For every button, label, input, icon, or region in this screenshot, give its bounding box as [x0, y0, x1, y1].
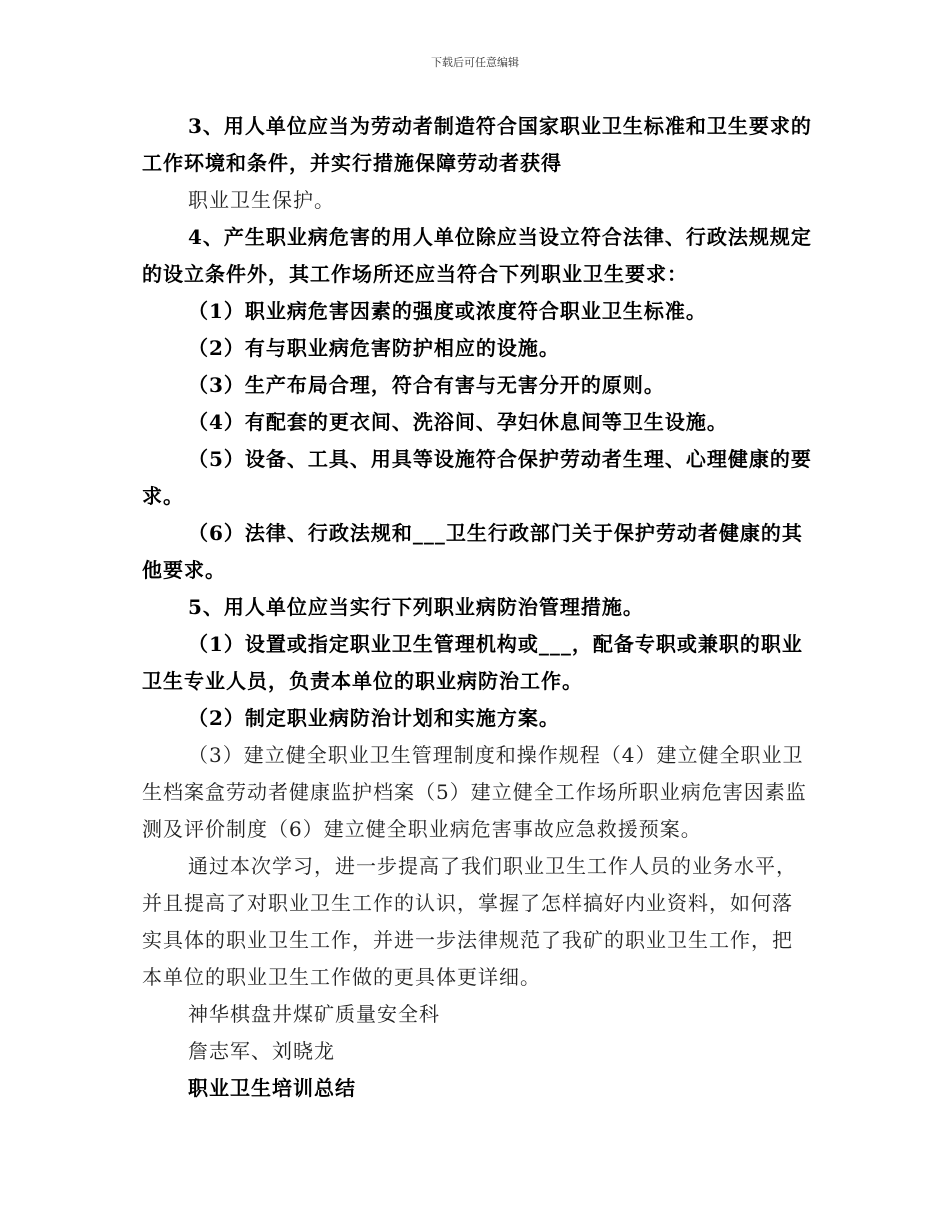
- paragraph-item-3: 3、用人单位应当为劳动者制造符合国家职业卫生标准和卫生要求的工作环境和条件，并实行措施保障劳动者获得: [142, 114, 812, 175]
- department-signature: 神华棋盘井煤矿质量安全科: [188, 1002, 440, 1026]
- paragraph-item-5: 5、用人单位应当实行下列职业病防治管理措施。: [188, 595, 644, 619]
- measures-3-to-6: （3）建立健全职业卫生管理制度和操作规程（4）建立健全职业卫生档案盒劳动者健康监护档案（5）建立健全工作场所职业病危害因素监测及评价制度（6）建立健全职业病危害事故应急救援预案。: [142, 743, 807, 841]
- measure-2: （2）制定职业病防治计划和实施方案。: [188, 706, 560, 730]
- measure-1: （1）设置或指定职业卫生管理机构或___，配备专职或兼职的职业卫生专业人员，负责本单位的职业病防治工作。: [142, 632, 803, 693]
- requirement-1: （1）职业病危害因素的强度或浓度符合职业卫生标准。: [188, 299, 707, 323]
- author-names: 詹志军、刘晓龙: [188, 1039, 335, 1063]
- requirement-5: （5）设备、工具、用具等设施符合保护劳动者生理、心理健康的要求。: [142, 447, 812, 508]
- requirement-6: （6）法律、行政法规和___卫生行政部门关于保护劳动者健康的其他要求。: [142, 521, 803, 582]
- paragraph-item-3-continued: 职业卫生保护。: [188, 188, 335, 212]
- paragraph-item-4: 4、产生职业病危害的用人单位除应当设立符合法律、行政法规规定的设立条件外，其工作场所还应当符合下列职业卫生要求：: [142, 225, 812, 286]
- section-title: 职业卫生培训总结: [188, 1076, 356, 1100]
- document-body: [142, 108, 812, 1107]
- summary-paragraph: 通过本次学习，进一步提高了我们职业卫生工作人员的业务水平，并且提高了对职业卫生工作的认识，掌握了怎样搞好内业资料，如何落实具体的职业卫生工作，并进一步法律规范了我矿的职业卫生工作，把本单位的职业卫生工作做的更具体更详细。: [142, 854, 797, 989]
- page-header: 下载后可任意编辑: [431, 56, 519, 69]
- requirement-3: （3）生产布局合理，符合有害与无害分开的原则。: [188, 373, 665, 397]
- requirement-4: （4）有配套的更衣间、洗浴间、孕妇休息间等卫生设施。: [188, 410, 728, 434]
- requirement-2: （2）有与职业病危害防护相应的设施。: [188, 336, 560, 360]
